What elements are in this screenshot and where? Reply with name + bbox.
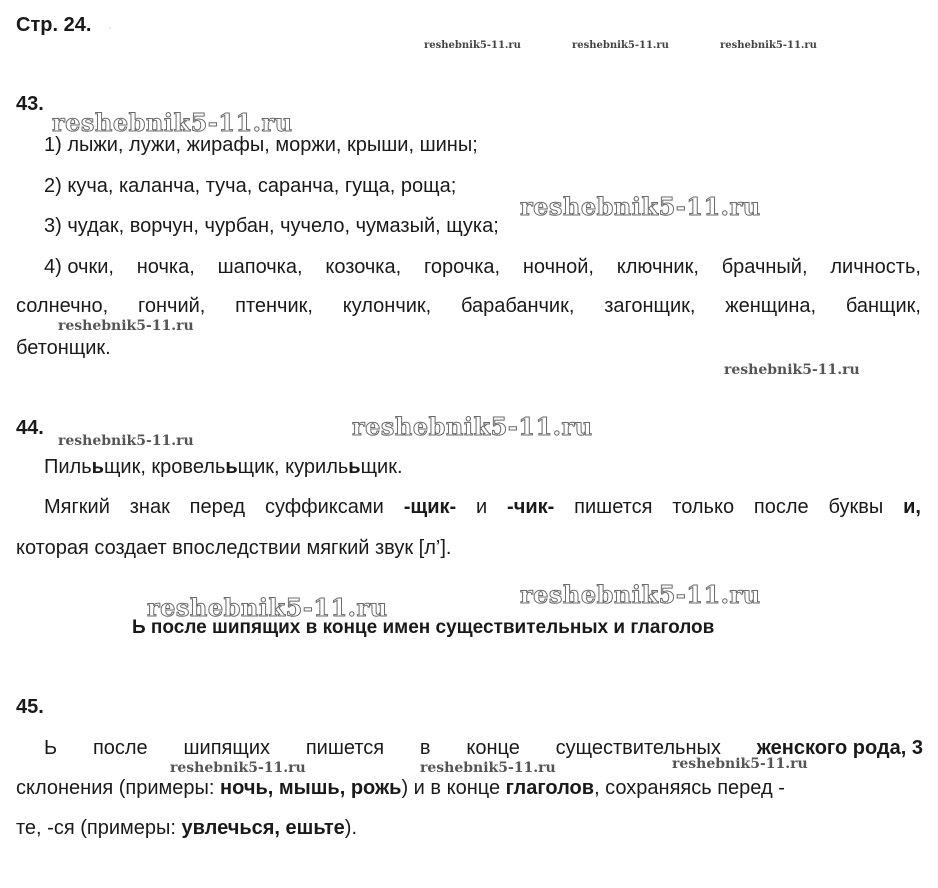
list-item: 3) чудак, ворчун, чурбан, чучело, чумазый, щука; (44, 215, 499, 237)
page-label: Стр. 24. (16, 14, 92, 36)
watermark: reshebnik5-11.ru (672, 756, 808, 772)
watermark: reshebnik5-11.ru (147, 593, 388, 622)
exercise-number: 45. (16, 696, 44, 718)
rule-text-continued: те, -ся (примеры: увлечься, ешьте). (16, 817, 357, 839)
watermark: reshebnik5-11.ru (352, 412, 593, 441)
exercise-number: 43. (16, 93, 44, 115)
rule-text: Ь после шипящих пишется в конце существительных женского рода, 3 (44, 737, 923, 759)
watermark: reshebnik5-11.ru (724, 362, 860, 378)
watermark: reshebnik5-11.ru (52, 108, 293, 137)
list-item-continued: бетонщик. (16, 337, 111, 359)
watermark: reshebnik5-11.ru (170, 760, 306, 776)
rule-text: Мягкий знак перед суффиксами -щик- и -чик- пишется только после буквы и, (44, 496, 921, 518)
list-item-continued: солнечно, гончий, птенчик, кулончик, барабанчик, загонщик, женщина, банщик, (16, 295, 921, 317)
watermark: reshebnik5-11.ru (520, 192, 761, 221)
list-item: 2) куча, каланча, туча, саранча, гуща, роща; (44, 175, 457, 197)
answer-words: Пилььщик, кровелььщик, курилььщик. (44, 456, 403, 478)
rule-text-continued: склонения (примеры: ночь, мышь, рожь) и в конце глаголов, сохраняясь перед - (16, 777, 785, 799)
exercise-number: 44. (16, 417, 44, 439)
list-item: 1) лыжи, лужи, жирафы, моржи, крыши, шины; (44, 134, 478, 156)
watermark: reshebnik5-11.ru (420, 760, 556, 776)
watermark: reshebnik5-11.ru (424, 40, 521, 51)
list-item: 4) очки, ночка, шапочка, козочка, горочка, ночной, ключник, брачный, личность, (44, 256, 921, 278)
watermark: reshebnik5-11.ru (572, 40, 669, 51)
section-title: Ь после шипящих в конце имен существительных и глаголов (132, 617, 715, 638)
watermark: reshebnik5-11.ru (58, 318, 194, 334)
page-mark: . (108, 16, 112, 32)
rule-text-continued: которая создает впоследствии мягкий звук [л’]. (16, 537, 452, 559)
watermark: reshebnik5-11.ru (520, 580, 761, 609)
watermark: reshebnik5-11.ru (58, 433, 194, 449)
watermark: reshebnik5-11.ru (720, 40, 817, 51)
